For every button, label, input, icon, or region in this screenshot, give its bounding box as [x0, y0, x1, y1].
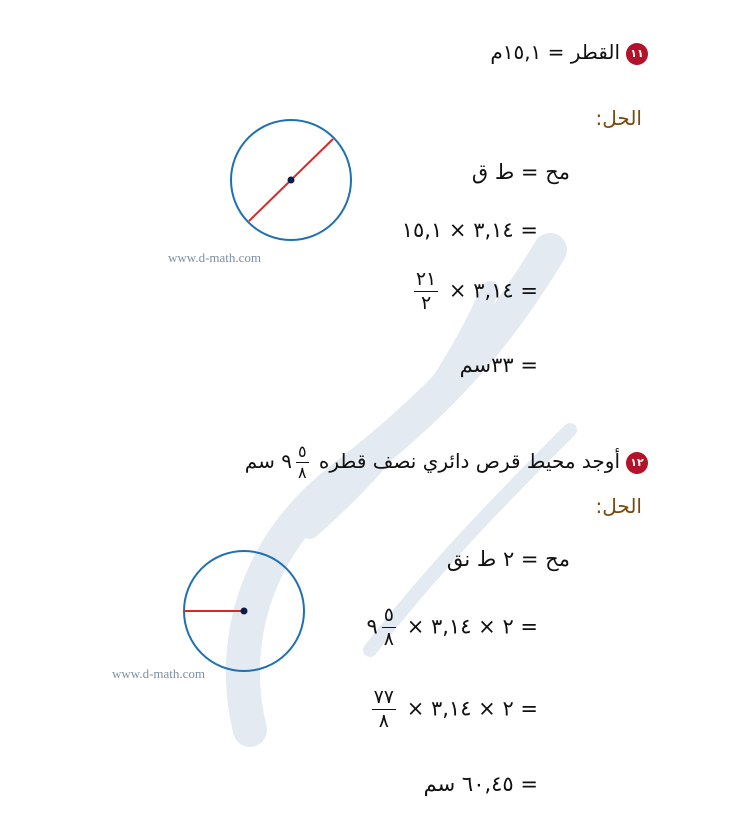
problem-12-line-1: مح = ٢ ط نق [446, 547, 570, 571]
problem-11-circle-diagram [226, 118, 356, 242]
problem-12-fraction [296, 444, 309, 481]
problem-12-watermark: www.d-math.com [112, 666, 206, 681]
problem-12-unit: سم [244, 449, 275, 473]
problem-12-line-4: = ٦٠,٤٥ سم [423, 772, 538, 796]
fraction-denominator: ٨ [297, 463, 307, 482]
problem-11-line-1: مح = ط ق [471, 160, 570, 184]
center-point [241, 608, 248, 615]
problem-11-line-4: = ٣٣سم [459, 353, 538, 377]
fraction-denominator: ٨ [383, 628, 395, 650]
fraction-numerator: ٥ [297, 442, 307, 461]
mixed-whole: ٩ [281, 449, 292, 473]
problem-11-watermark: www.d-math.com [168, 250, 262, 265]
mixed-whole: ٩ [366, 614, 378, 639]
problem-12-line-2-prefix: = ٢ × ٣,١٤ × [400, 614, 538, 639]
problem-12-circle-diagram [180, 550, 308, 674]
fraction-numerator: ٧٧ [373, 686, 395, 708]
problem-11-badge: ١١ [626, 43, 648, 65]
fraction-denominator: ٢ [420, 292, 432, 314]
problem-12-heading [245, 444, 648, 481]
problem-12-badge: ١٢ [626, 452, 648, 474]
center-point [288, 177, 295, 184]
problem-12-mixed-number [281, 442, 312, 482]
problem-11-solution-label: الحل: [595, 106, 642, 130]
fraction-numerator: ٢١ [415, 268, 437, 290]
problem-11-text: القطر = ١٥,١م [490, 40, 620, 64]
problem-12-line-3-fraction [372, 688, 396, 731]
problem-12-line-3-prefix: = ٢ × ٣,١٤ × [400, 696, 538, 721]
problem-11-line-2: = ٣,١٤ × ١٥,١ [401, 218, 538, 242]
problem-11-fraction [414, 270, 438, 313]
fraction-numerator: ٥ [383, 604, 395, 626]
problem-12-line-2 [367, 606, 538, 649]
problem-12-line-2-fraction [382, 606, 396, 649]
problem-12-line-3 [368, 688, 538, 731]
problem-12-solution-label: الحل: [595, 494, 642, 518]
problem-11-line-3-prefix: = ٣,١٤ × [442, 278, 538, 303]
problem-11-line-3 [410, 270, 538, 313]
problem-11-heading [490, 40, 648, 65]
fraction-denominator: ٨ [378, 710, 389, 732]
problem-12-text: أوجد محيط قرص دائري نصف قطره [318, 449, 620, 473]
